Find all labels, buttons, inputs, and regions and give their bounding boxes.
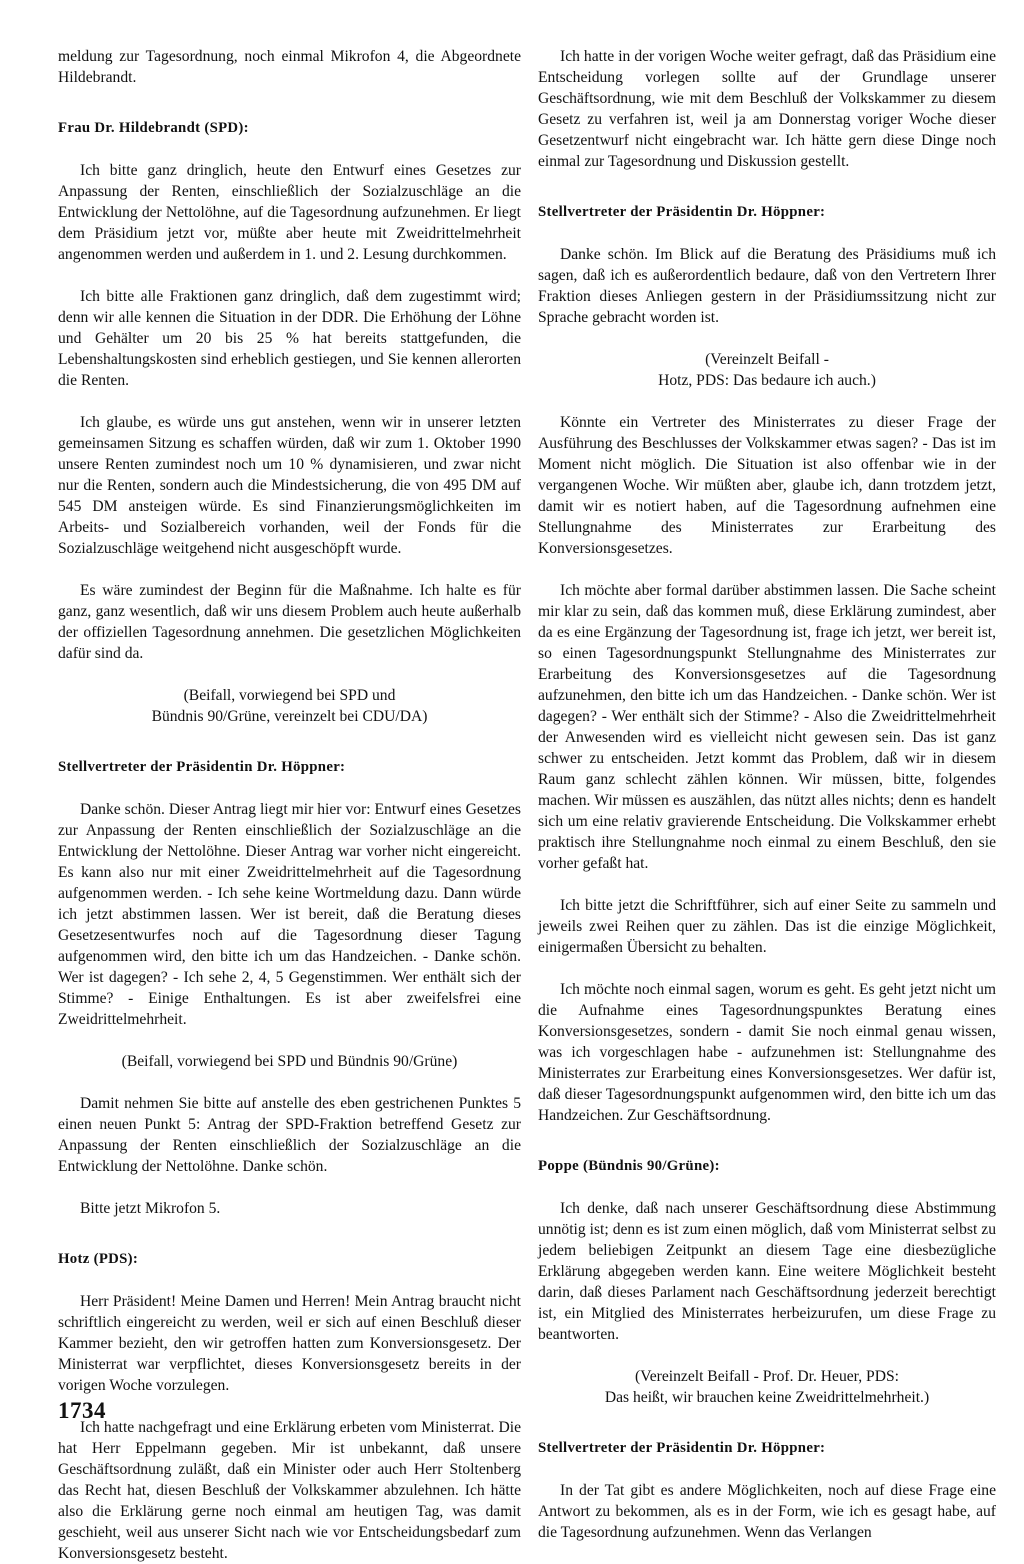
speaker-heading: Frau Dr. Hildebrandt (SPD):: [58, 120, 249, 136]
paragraph: Ich hatte nachgefragt und eine Erklärung erbeten vom Ministerrat. Die hat Herr Eppelmann gegeben. Mir ist unbekannt, daß unsere Geschäftsordnung zuläßt, daß ein Minister oder auch Herr Stoltenberg das Recht hat, diesen Beschluß der Volkskammer abzulehnen. Ich hätte also die Erklärung gerne noch einmal am heutigen Tag, was damit geschieht, weil aus unserer Sicht nach wie vor Entscheidungsbedarf zum Konversionsgesetz besteht.: [58, 1419, 521, 1562]
paragraph: Herr Präsident! Meine Damen und Herren! Mein Antrag braucht nicht schriftlich eingereicht zu werden, weil er sich auf einen Beschluß dieser Kammer bezieht, den wir getroffen hatten zum Konversionsgesetz. Der Ministerrat war verpflichtet, dieses Konversionsgesetz bereits in der vorigen Woche vorzulegen.: [58, 1293, 521, 1394]
applause-note: Das heißt, wir brauchen keine Zweidrittelmehrheit.): [604, 1389, 930, 1406]
speaker-heading: Stellvertreter der Präsidentin Dr. Höppner:: [58, 759, 346, 775]
applause-note: (Vereinzelt Beifall -: [705, 351, 829, 368]
applause-note: Bündnis 90/Grüne, vereinzelt bei CDU/DA): [151, 708, 428, 725]
speaker-heading: Poppe (Bündnis 90/Grüne):: [538, 1158, 720, 1174]
paragraph: meldung zur Tagesordnung, noch einmal Mikrofon 4, die Abgeordnete Hildebrandt.: [58, 48, 521, 86]
paragraph: Ich hatte in der vorigen Woche weiter gefragt, daß das Präsidium eine Entscheidung vorlegen sollte auf der Grundlage unserer Geschäftsordnung, wie mit dem Beschluß der Volkskammer zu diesem Gesetz zu verfahren ist, weil ja am Donnerstag voriger Woche dieser Gesetzentwurf nicht eingebracht war. Ich hätte gern diese Dinge noch einmal zur Tagesordnung und Diskussion gestellt.: [538, 48, 996, 170]
paragraph: Ich bitte alle Fraktionen ganz dringlich, daß dem zugestimmt wird; denn wir alle kennen die Situation in der DDR. Die Erhöhung der Löhne und Gehälter um 20 bis 25 % hat bereits stattgefunden, die Lebenshaltungskosten sind erheblich gestiegen, und Sie kennen allerorten die Renten.: [58, 288, 521, 389]
paragraph: Ich möchte aber formal darüber abstimmen lassen. Die Sache scheint mir klar zu sein, daß das kommen muß, diese Erklärung zumindest, aber da es eine Ergänzung der Tagesordnung ist, frage ich jetzt, wer bereit ist, so einen Tagesordnungspunkt Stellungnahme des Ministerrates zur Erarbeitung des Konversionsgesetzes auf die Tagesordnung aufzunehmen, den bitte ich um das Handzeichen. - Danke schön. Wer ist dagegen? - Wer enthält sich der Stimme? - Also die Zweidrittelmehrheit der Anwesenden wird es vielleicht nicht gewesen sein. Das ist ganz schwer zu entscheiden. Jetzt kommt das Problem, daß wir in diesem Raum ganz schlecht zählen können. Wir müssen, bitte, folgendes machen. Wir müssen es auszählen, das nützt alles nichts; denn es handelt sich um eine relativ gravierende Entscheidung. Die Volkskammer erhebt praktisch ihre Stellungnahme noch einmal zu einem Beschluß, den sie vorher gefaßt hat.: [538, 582, 996, 872]
speaker-heading: Stellvertreter der Präsidentin Dr. Höppner:: [538, 204, 826, 220]
speaker-heading: Stellvertreter der Präsidentin Dr. Höppner:: [538, 1440, 826, 1456]
applause-note: (Beifall, vorwiegend bei SPD und: [183, 687, 396, 704]
right-column: [538, 46, 996, 1543]
paragraph: Ich bitte jetzt die Schriftführer, sich auf einer Seite zu sammeln und jeweils zwei Reihen quer zu zählen. Das ist die einzige Möglichkeit, einigermaßen Übersicht zu behalten.: [538, 897, 996, 956]
paragraph: Bitte jetzt Mikrofon 5.: [80, 1200, 221, 1217]
paragraph: Ich denke, daß nach unserer Geschäftsordnung diese Abstimmung unnötig ist; denn es ist zum einen möglich, daß vom Ministerrat selbst zu jedem beliebigen Zeitpunkt an diesem Tage eine diesbezügliche Erklärung abgegeben werden kann. Eine weitere Möglichkeit besteht darin, daß dieses Parlament nach Geschäftsordnung jederzeit berechtigt ist, ein Mitglied des Ministerrates herbeizurufen, um diese Frage zu beantworten.: [538, 1200, 996, 1343]
applause-note: Hotz, PDS: Das bedaure ich auch.): [658, 372, 876, 389]
paragraph: Damit nehmen Sie bitte auf anstelle des eben gestrichenen Punktes 5 einen neuen Punkt 5: Antrag der SPD-Fraktion betreffend Gesetz zur Anpassung der Renten einschließlich der Sozialzuschläge an die Entwicklung der Nettolöhne. Danke schön.: [58, 1095, 521, 1175]
left-column: [58, 46, 521, 1564]
paragraph: Ich glaube, es würde uns gut anstehen, wenn wir in unserer letzten gemeinsamen Sitzung es schaffen würden, daß wir zum 1. Oktober 1990 unsere Renten zumindest noch um 10 % dynamisieren, und zwar nicht nur die Renten, sondern auch die Mindestsicherung, die von 495 DM auf 545 DM ansteigen würde. Es sind Finanzierungsmöglichkeiten im Arbeits- und Sozialbereich vorhanden, weil der Fonds für die Sozialzuschläge weitgehend nicht ausgeschöpft wurde.: [58, 414, 521, 557]
paragraph: Danke schön. Dieser Antrag liegt mir hier vor: Entwurf eines Gesetzes zur Anpassung der Renten einschließlich der Sozialzuschläge an die Entwicklung der Nettolöhne. Dieser Antrag war vorher nicht eingereicht. Es kann also nur mit einer Zweidrittelmehrheit auf die Tagesordnung aufgenommen werden. - Ich sehe keine Wortmeldung dazu. Dann würde ich jetzt abstimmen lassen. Wer ist bereit, daß die Beratung dieses Gesetzesentwurfes noch auf die Tagesordnung dieser Tagung aufgenommen wird, den bitte ich um das Handzeichen. - Danke schön. Wer ist dagegen? - Ich sehe 2, 4, 5 Gegenstimmen. Wer enthält sich der Stimme? - Einige Enthaltungen. Es ist aber zweifelsfrei eine Zweidrittelmehrheit.: [58, 801, 521, 1028]
paragraph: Danke schön. Im Blick auf die Beratung des Präsidiums muß ich sagen, daß ich es außerordentlich bedaure, daß von den Vertretern Ihrer Fraktion dieses Anliegen gestern in der Präsidiumssitzung nicht zur Sprache gebracht worden ist.: [538, 246, 996, 326]
paragraph: In der Tat gibt es andere Möglichkeiten, noch auf diese Frage eine Antwort zu bekommen, als es in der Form, wie ich es gesagt habe, auf die Tagesordnung aufzunehmen. Wenn das Verlangen: [538, 1482, 996, 1541]
speaker-heading: Hotz (PDS):: [58, 1251, 139, 1267]
applause-note: (Beifall, vorwiegend bei SPD und Bündnis 90/Grüne): [121, 1053, 458, 1070]
paragraph: Ich möchte noch einmal sagen, worum es geht. Es geht jetzt nicht um die Aufnahme eines Tagesordnungspunktes Beratung eines Konversionsgesetzes, sondern - damit Sie noch einmal genau wissen, was ich vorgeschlagen habe - aufzunehmen ist: Stellungnahme des Ministerrates zur Erarbeitung eines Konversionsgesetzes. Wer dafür ist, daß dieser Tagesordnungspunkt aufgenommen wird, den bitte ich um das Handzeichen. Zur Geschäftsordnung.: [538, 981, 996, 1124]
paragraph: Ich bitte ganz dringlich, heute den Entwurf eines Gesetzes zur Anpassung der Renten, einschließlich der Sozialzuschläge an die Entwicklung der Nettolöhne, auf die Tagesordnung aufzunehmen. Er liegt dem Präsidium jetzt vor, müßte aber heute mit Zweidrittelmehrheit angenommen werden und außerdem in 1. und 2. Lesung durchkommen.: [58, 162, 521, 263]
applause-note: (Vereinzelt Beifall - Prof. Dr. Heuer, PDS:: [635, 1368, 899, 1385]
page-number: 1734: [58, 1398, 106, 1423]
paragraph: Es wäre zumindest der Beginn für die Maßnahme. Ich halte es für ganz, ganz wesentlich, daß wir uns diesem Problem auch heute außerhalb der offiziellen Tagesordnung annehmen. Die gesetzlichen Möglichkeiten dafür sind da.: [58, 582, 521, 662]
paragraph: Könnte ein Vertreter des Ministerrates zu dieser Frage der Ausführung des Beschlusses der Volkskammer etwas sagen? - Das ist im Moment nicht möglich. Die Situation ist also offenbar wie in der vergangenen Woche. Wir müßten aber, glaube ich, dann trotzdem jetzt, damit wir es notiert haben, auf die Tagesordnung aufnehmen eine Stellungnahme des Ministerrates zur Erarbeitung des Konversionsgesetzes.: [538, 414, 996, 557]
